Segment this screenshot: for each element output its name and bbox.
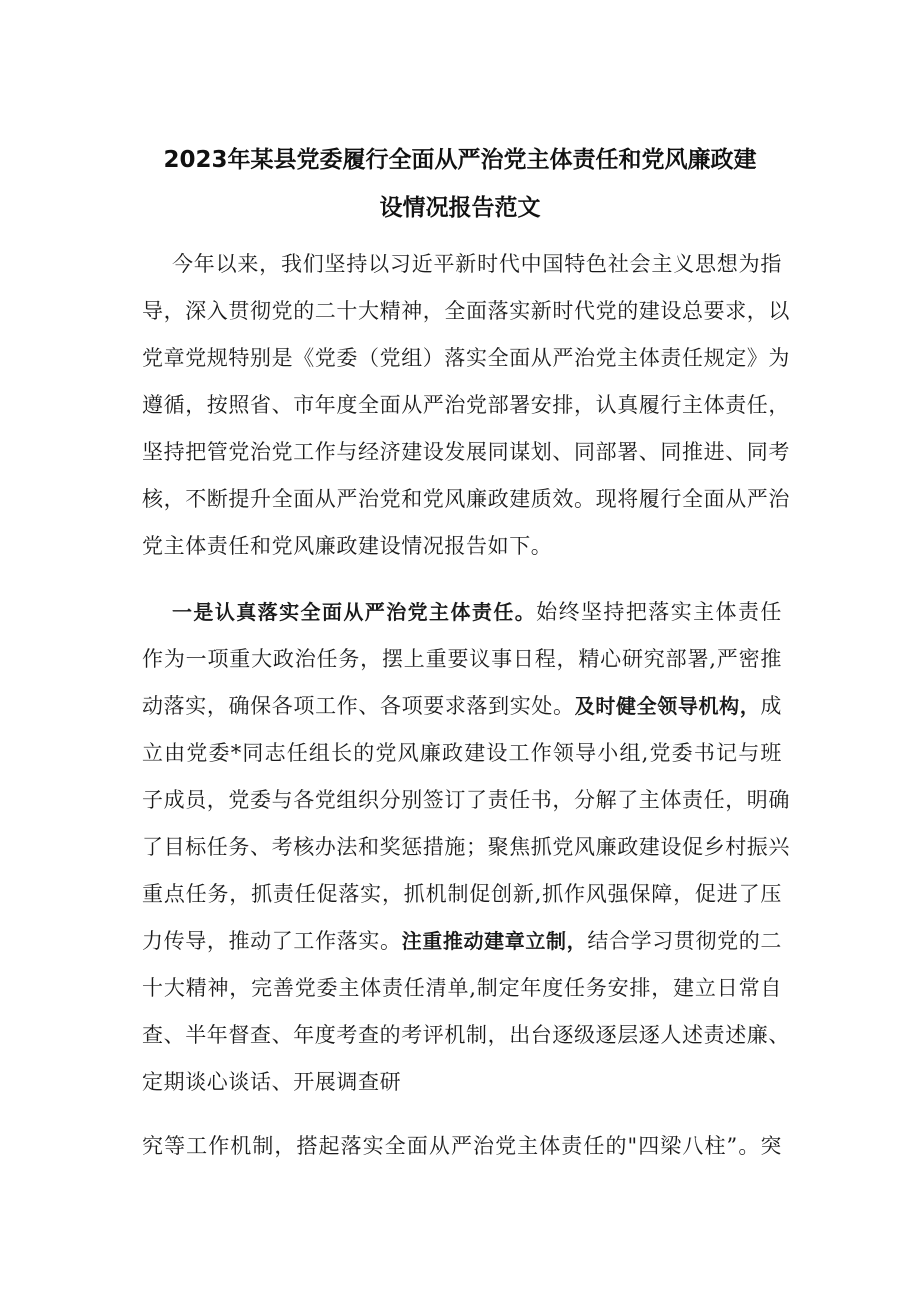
- paragraph-line: 定期谈心谈话、开展调查研: [142, 1070, 402, 1094]
- document-title-line-1: 2023年某县党委履行全面从严治党主体责任和党风廉政建: [163, 147, 757, 173]
- paragraph-line: 十大精神，完善党委主体责任清单,制定年度任务安排，建立日常自: [142, 976, 782, 1000]
- paragraph-line: 遵循，按照省、市年度全面从严治党部署安排，认真履行主体责任，: [142, 393, 790, 417]
- bold-phrase: 及时健全领导机构，: [574, 694, 761, 718]
- paragraph-line: 重点任务，抓责任促落实，抓机制促创新,抓作风强保障，促进了压: [142, 882, 782, 906]
- paragraph-text: 始终坚持把落实主体责任: [536, 600, 782, 624]
- paragraph-line: 党主体责任和党风廉政建设情况报告如下。: [142, 534, 553, 558]
- paragraph-line: 今年以来，我们坚持以习近平新时代中国特色社会主义思想为指: [172, 252, 782, 276]
- paragraph-line: [142, 926, 782, 956]
- paragraph-text: 动落实，确保各项工作、各项要求落到实处。: [142, 694, 575, 718]
- paragraph-line: 子成员，党委与各党组织分别签订了责任书，分解了主体责任，明确: [142, 788, 790, 812]
- paragraph-line: 作为一项重大政治任务，摆上重要议事日程，精心研究部署,严密推: [142, 647, 782, 671]
- paragraph-line: 了目标任务、考核办法和奖惩措施；聚焦抓党风廉政建设促乡村振兴: [142, 835, 790, 859]
- paragraph-line: 查、半年督查、年度考查的考评机制，出台逐级逐层逐人述责述廉、: [142, 1023, 790, 1047]
- paragraph-line: 导，深入贯彻党的二十大精神，全面落实新时代党的建设总要求，以: [142, 299, 790, 323]
- paragraph-line: 核，不断提升全面从严治党和党风廉政建质效。现将履行全面从严治: [142, 487, 790, 511]
- paragraph-text: 力传导，推动了工作落实。: [142, 929, 402, 953]
- paragraph-line: 究等工作机制，搭起落实全面从严治党主体责任的"四梁八柱”。突: [142, 1134, 782, 1158]
- paragraph-line: [172, 597, 782, 627]
- document-title-line-2: 设情况报告范文: [379, 195, 541, 221]
- paragraph-text: 成: [760, 694, 783, 718]
- bold-phrase: 注重推动建章立制，: [401, 929, 588, 953]
- paragraph-line: [142, 691, 782, 721]
- paragraph-line: 立由党委*同志任组长的党风廉政建设工作领导小组,党委书记与班: [142, 741, 782, 765]
- paragraph-line: 党章党规特别是《党委（党组）落实全面从严治党主体责任规定》为: [142, 346, 790, 370]
- section-heading: 一是认真落实全面从严治党主体责任。: [172, 600, 537, 624]
- paragraph-text: 结合学习贯彻党的二: [587, 929, 782, 953]
- paragraph-line: 坚持把管党治党工作与经济建设发展同谋划、同部署、同推进、同考: [142, 440, 790, 464]
